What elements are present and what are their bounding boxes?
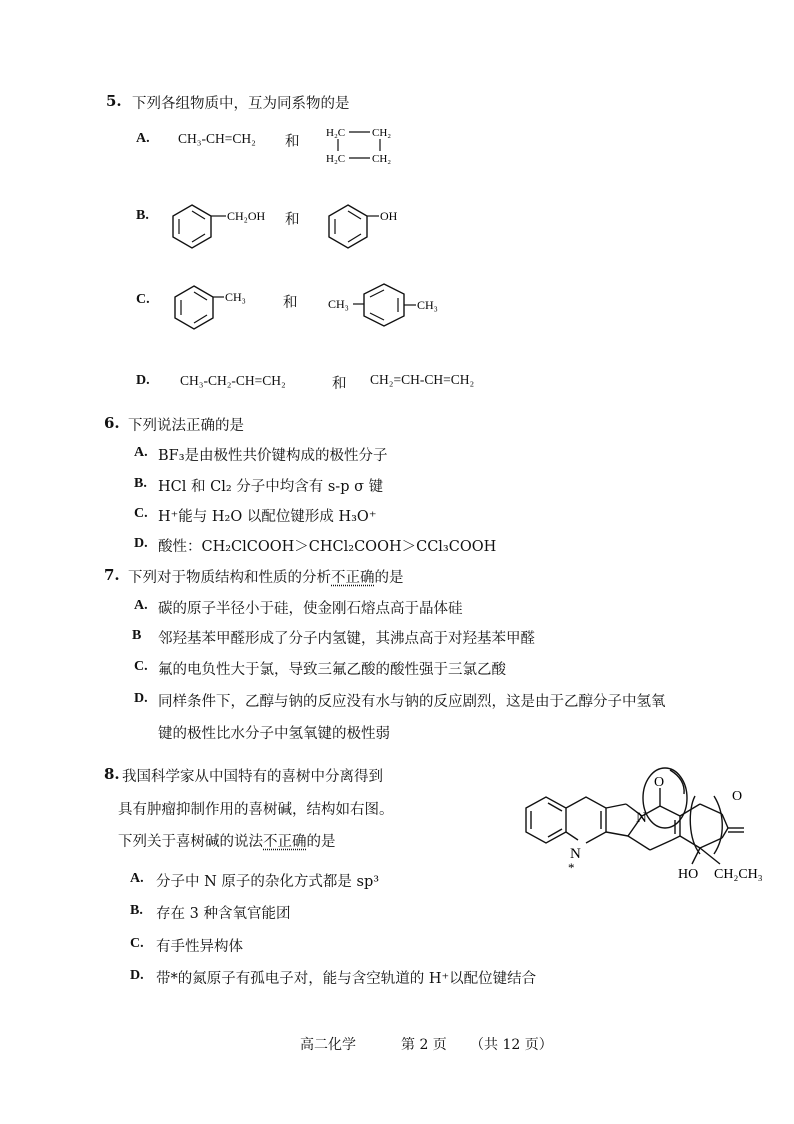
q6-option-d-text: 酸性：CH₂ClCOOH＞CHCl₂COOH＞CCl₃COOH: [158, 539, 497, 555]
q6-option-a-label: A.: [134, 445, 148, 460]
q7-stem-part-3: 的是: [374, 570, 404, 586]
q6-option-c-text: H⁺能与 H₂O 以配位键形成 H₃O⁺: [158, 509, 377, 525]
q8-option-c-label: C.: [130, 936, 144, 951]
q8-line-2: 具有肿瘤抑制作用的喜树碱，结构如右图。: [118, 802, 394, 818]
q7-number: 7.: [104, 566, 120, 584]
benzyl-alcohol-structure: [168, 200, 278, 250]
q5-option-d-right: CH₂=CH-CH=CH₂: [370, 372, 475, 387]
q8-stem: [118, 830, 336, 851]
toluene-structure: [170, 282, 270, 332]
p-xylene-methyl-left: CH₃: [328, 297, 349, 311]
q5-option-a-left: CH₃-CH=CH₂: [178, 131, 256, 146]
structure-ho: HO: [678, 867, 699, 882]
footer-subject: 高二化学: [300, 1037, 356, 1053]
q5-option-c-label: C.: [136, 292, 150, 307]
q7-stem: [128, 566, 404, 587]
footer-page: 第 2 页: [401, 1037, 447, 1053]
q8-line-1: 我国科学家从中国特有的喜树中分离得到: [122, 769, 383, 785]
cyclobutane-atom-3: H₂C: [326, 153, 346, 165]
q8-option-d-text: 带*的氮原子有孤电子对，能与含空轨道的 H⁺以配位键结合: [156, 971, 537, 987]
structure-o-lactone: O: [732, 789, 743, 804]
q8-option-b-text: 存在 3 种含氧官能团: [156, 906, 291, 922]
structure-n-star: N: [570, 846, 581, 862]
q8-option-a-text: 分子中 N 原子的杂化方式都是 sp³: [156, 874, 380, 890]
q5-option-a-label: A.: [136, 131, 150, 146]
q7-option-b-text: 邻羟基苯甲醛形成了分子内氢键，其沸点高于对羟基苯甲醛: [158, 631, 535, 647]
q8-stem-part-1: 下列关于喜树碱的说法: [118, 834, 263, 850]
cyclobutane-atom-1: H₂C: [326, 127, 346, 139]
q8-stem-emphasis: 不正确: [263, 834, 307, 850]
q7-option-d-text-cont: 键的极性比水分子中氢氧键的极性弱: [158, 726, 390, 742]
q5-option-c-and: 和: [283, 295, 298, 311]
q8-option-d-label: D.: [130, 968, 144, 983]
q7-option-c-text: 氟的电负性大于氯，导致三氟乙酸的酸性强于三氯乙酸: [158, 662, 506, 678]
q6-stem: 下列说法正确的是: [128, 418, 244, 434]
q6-option-b-label: B.: [134, 476, 147, 491]
q8-option-a-label: A.: [130, 871, 144, 886]
q7-option-d-label: D.: [134, 691, 148, 706]
q7-option-b-label: B: [132, 628, 142, 643]
q6-number: 6.: [104, 414, 120, 432]
camptothecin-structure: [500, 764, 786, 890]
q5-option-d-and: 和: [332, 376, 347, 392]
cyclobutane-atom-4: CH₂: [372, 153, 392, 165]
structure-o-amide: O: [654, 775, 665, 790]
q6-option-d-label: D.: [134, 536, 148, 551]
q6-option-b-text: HCl 和 Cl₂ 分子中均含有 s-p σ 键: [158, 479, 384, 495]
toluene-methyl: CH₃: [225, 290, 246, 304]
cyclobutane-atom-2: CH₂: [372, 127, 392, 139]
q7-stem-emphasis: 不正确: [331, 570, 375, 586]
q8-stem-part-3: 的是: [306, 834, 336, 850]
p-xylene-structure: [328, 280, 458, 332]
structure-n-amide: N: [636, 810, 647, 826]
structure-ethyl: CH₂CH₃: [714, 867, 763, 882]
q5-option-b-and: 和: [285, 212, 300, 228]
q5-option-d-label: D.: [136, 373, 150, 388]
q7-option-c-label: C.: [134, 659, 148, 674]
q7-option-d-text: 同样条件下，乙醇与钠的反应没有水与钠的反应剧烈，这是由于乙醇分子中氢氧: [158, 694, 666, 710]
p-xylene-methyl-right: CH₃: [417, 298, 438, 312]
q6-option-a-text: BF₃是由极性共价键构成的极性分子: [158, 448, 388, 464]
q5-option-a-and: 和: [285, 134, 300, 150]
q6-option-c-label: C.: [134, 506, 148, 521]
benzyl-substituent: CH₂OH: [227, 209, 266, 223]
q8-option-c-text: 有手性异构体: [156, 939, 243, 955]
q7-option-a-label: A.: [134, 598, 148, 613]
q5-option-d-left: CH₃-CH₂-CH=CH₂: [180, 373, 286, 388]
phenol-structure: [324, 200, 404, 250]
structure-star-mark: *: [568, 860, 575, 875]
cyclobutane-structure: [322, 120, 402, 170]
q5-stem: 下列各组物质中，互为同系物的是: [132, 96, 350, 112]
q5-option-b-label: B.: [136, 208, 149, 223]
q8-option-b-label: B.: [130, 903, 143, 918]
footer-total: （共 12 页）: [470, 1037, 553, 1053]
phenol-substituent: OH: [380, 209, 398, 223]
q8-number: 8.: [104, 765, 120, 783]
q5-number: 5.: [106, 92, 122, 110]
q7-option-a-text: 碳的原子半径小于硅，使金刚石熔点高于晶体硅: [158, 601, 463, 617]
q7-stem-part-1: 下列对于物质结构和性质的分析: [128, 570, 331, 586]
